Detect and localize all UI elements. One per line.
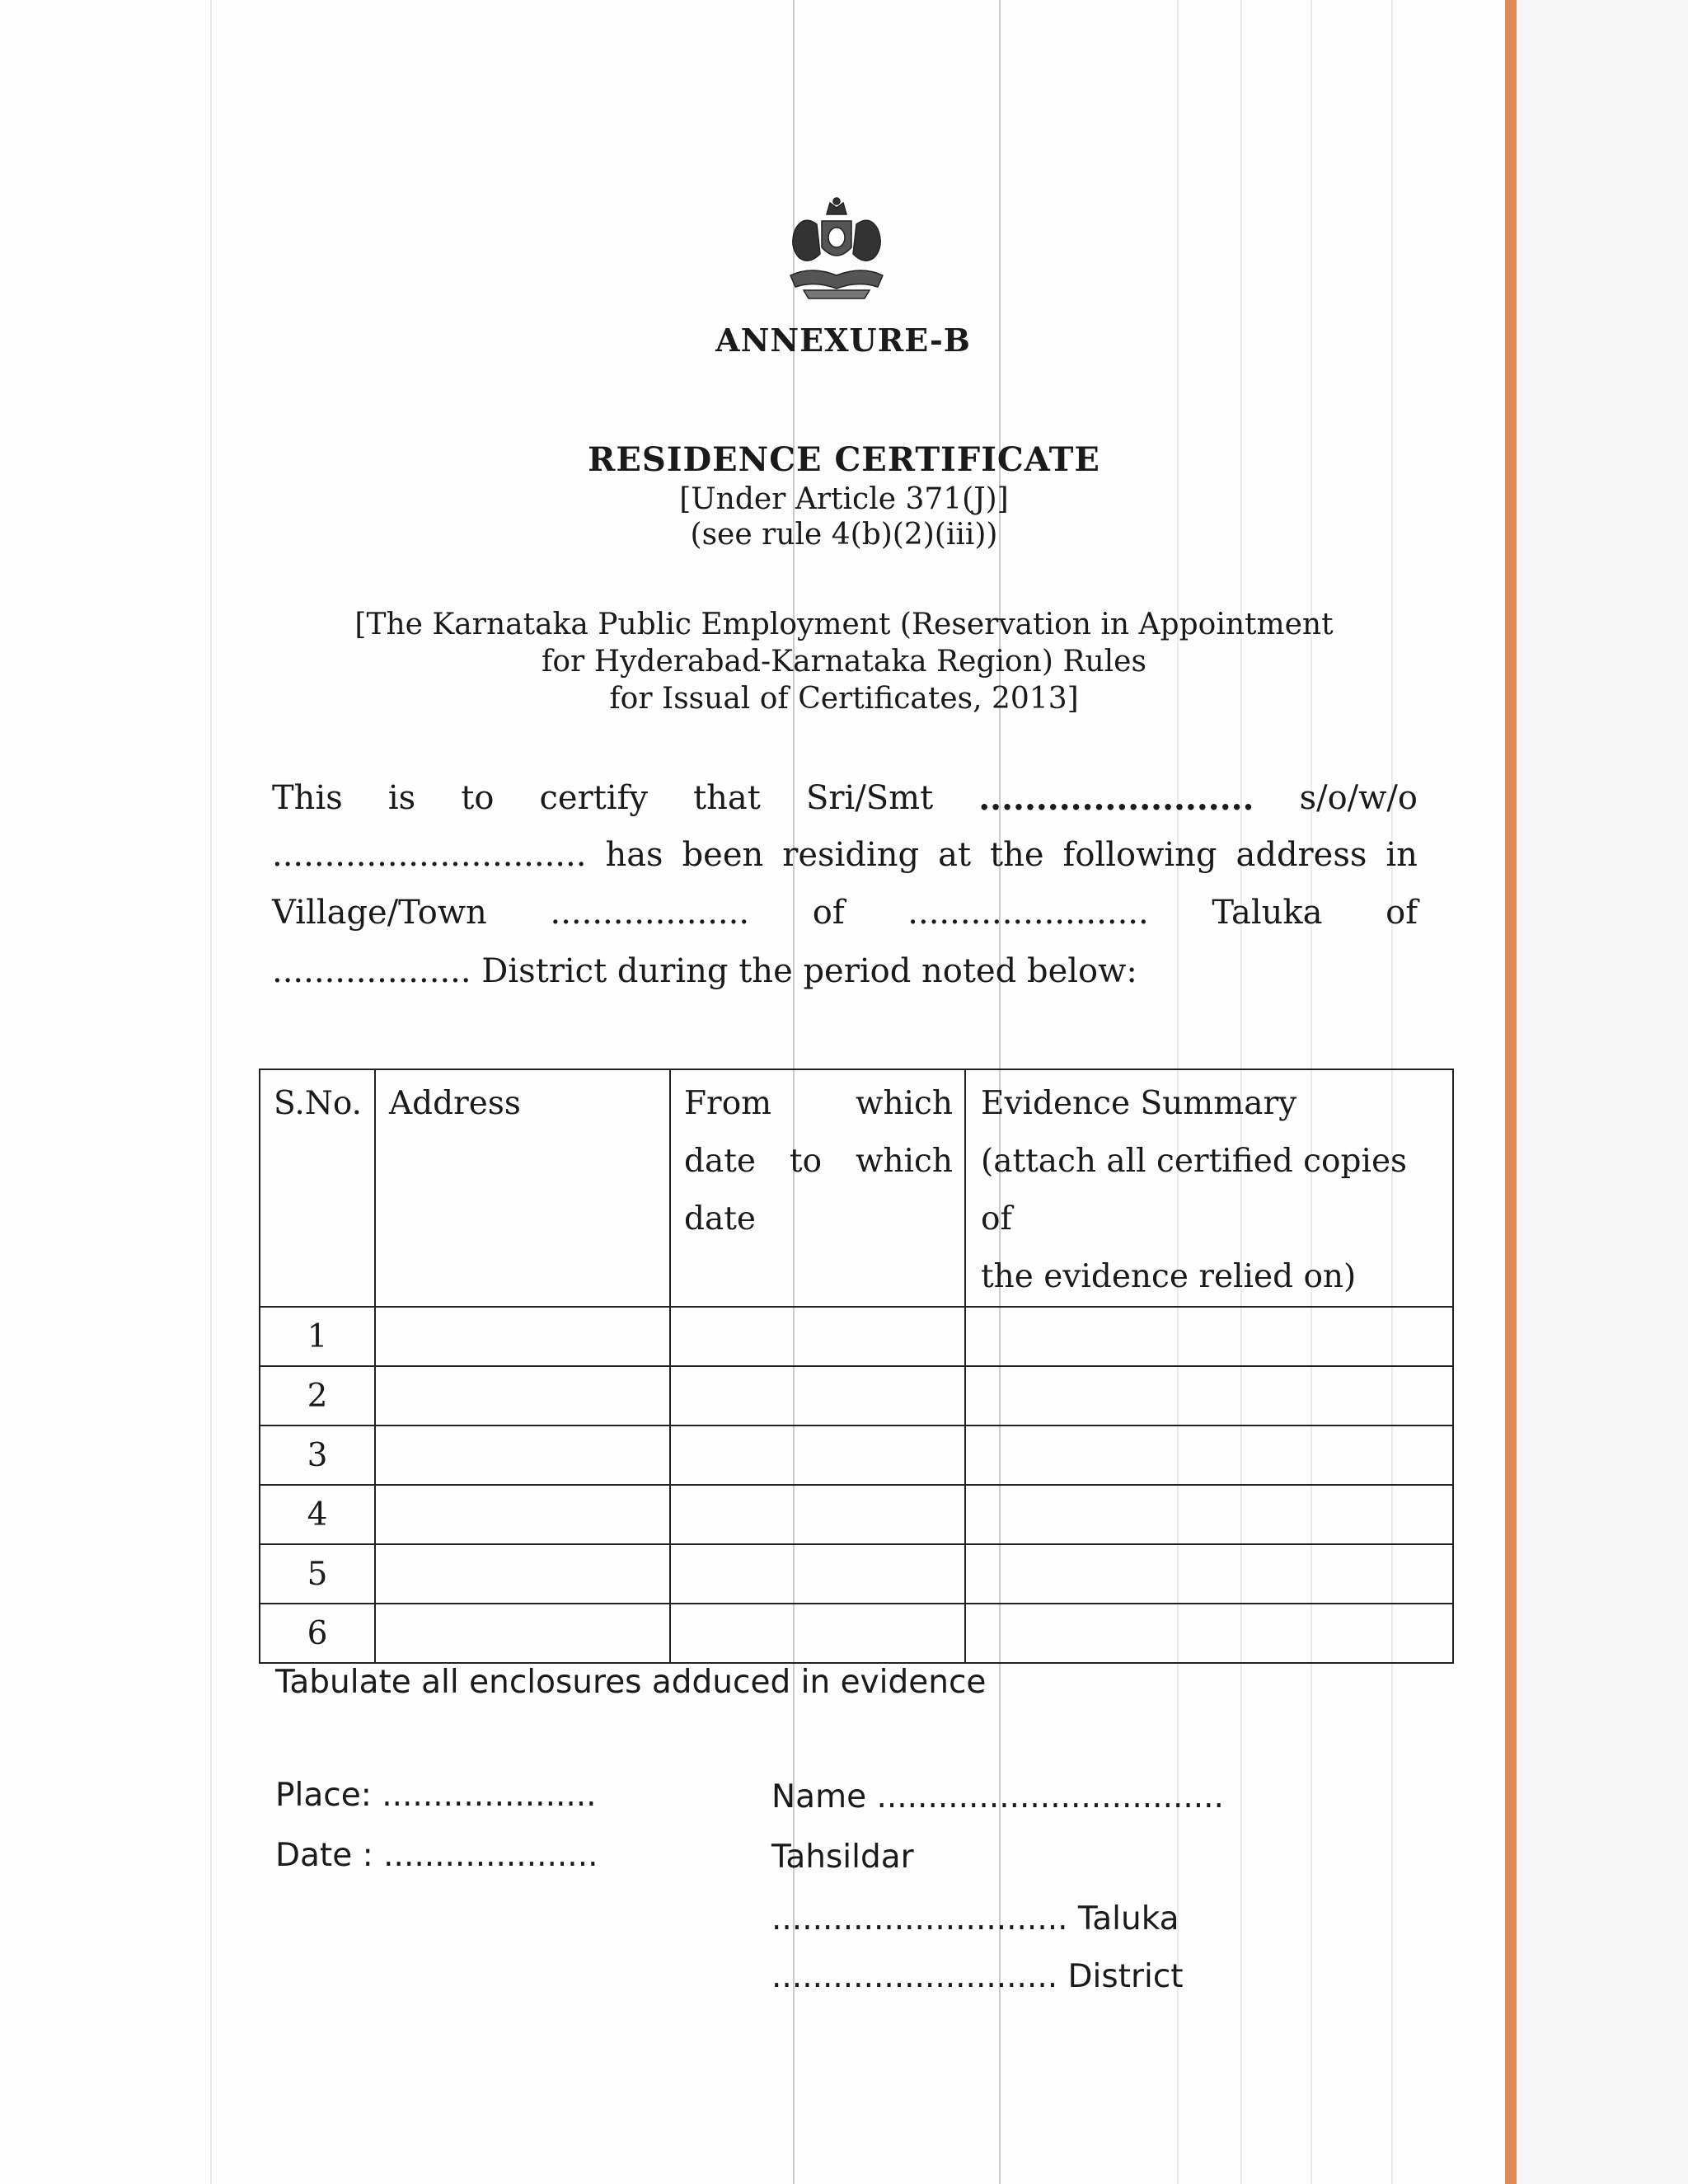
address-cell[interactable] bbox=[375, 1604, 670, 1663]
certificate-title: RESIDENCE CERTIFICATE bbox=[588, 440, 1100, 479]
row-number: 1 bbox=[260, 1307, 375, 1366]
village-blank[interactable]: ................... bbox=[550, 894, 750, 932]
evidence-cell[interactable] bbox=[965, 1485, 1453, 1544]
taluka-blank[interactable]: ....................... bbox=[907, 894, 1149, 932]
annexure-heading: ANNEXURE-B bbox=[715, 322, 971, 359]
certification-line-3: Village/Town ................... of ....................... Taluka of bbox=[272, 894, 1418, 932]
tahsildar-label: Tahsildar bbox=[771, 1839, 914, 1876]
date-field[interactable]: Date : ..................... bbox=[275, 1837, 598, 1874]
dates-cell[interactable] bbox=[670, 1366, 965, 1425]
dates-cell[interactable] bbox=[670, 1604, 965, 1663]
rules-reference-line: [The Karnataka Public Employment (Reservation in Appointment bbox=[354, 608, 1334, 641]
karnataka-emblem-icon bbox=[779, 196, 894, 302]
address-cell[interactable] bbox=[375, 1544, 670, 1604]
table-header-row bbox=[260, 1069, 1453, 1307]
address-cell[interactable] bbox=[375, 1425, 670, 1485]
certification-line-4: ................... District during the period noted below: bbox=[272, 952, 1137, 990]
row-number: 2 bbox=[260, 1366, 375, 1425]
taluka-field[interactable]: ............................. Taluka bbox=[771, 1900, 1179, 1937]
evidence-cell[interactable] bbox=[965, 1544, 1453, 1604]
evidence-cell[interactable] bbox=[965, 1366, 1453, 1425]
dates-cell[interactable] bbox=[670, 1544, 965, 1604]
evidence-cell[interactable] bbox=[965, 1604, 1453, 1663]
enclosures-note: Tabulate all enclosures adduced in evidence bbox=[275, 1664, 987, 1701]
name-blank[interactable]: ........................ bbox=[978, 779, 1254, 818]
row-number: 4 bbox=[260, 1485, 375, 1544]
place-field[interactable]: Place: ..................... bbox=[275, 1777, 597, 1814]
header-evidence: Evidence Summary (attach all certified copies of the evidence relied on) bbox=[965, 1069, 1453, 1307]
evidence-cell[interactable] bbox=[965, 1307, 1453, 1366]
row-number: 5 bbox=[260, 1544, 375, 1604]
address-cell[interactable] bbox=[375, 1307, 670, 1366]
name-field[interactable]: Name .................................. bbox=[771, 1778, 1224, 1815]
district-field[interactable]: ............................ District bbox=[771, 1958, 1184, 1995]
residence-table bbox=[259, 1069, 1454, 1664]
article-subtitle: [Under Article 371(J)] bbox=[679, 482, 1009, 516]
table-row bbox=[260, 1485, 1453, 1544]
header-dates: From which date to which date bbox=[670, 1069, 965, 1307]
dates-cell[interactable] bbox=[670, 1425, 965, 1485]
evidence-cell[interactable] bbox=[965, 1425, 1453, 1485]
rules-reference-line: for Issual of Certificates, 2013] bbox=[609, 682, 1079, 716]
table-row bbox=[260, 1544, 1453, 1604]
address-cell[interactable] bbox=[375, 1366, 670, 1425]
dates-cell[interactable] bbox=[670, 1485, 965, 1544]
table-row bbox=[260, 1604, 1453, 1663]
table-row bbox=[260, 1366, 1453, 1425]
dates-cell[interactable] bbox=[670, 1307, 965, 1366]
header-address: Address bbox=[375, 1069, 670, 1307]
table-row bbox=[260, 1307, 1453, 1366]
certification-line-2: .............................. has been residing at the following address in bbox=[272, 836, 1418, 874]
row-number: 6 bbox=[260, 1604, 375, 1663]
rules-reference-line: for Hyderabad-Karnataka Region) Rules bbox=[542, 645, 1146, 679]
row-number: 3 bbox=[260, 1425, 375, 1485]
rule-subtitle: (see rule 4(b)(2)(iii)) bbox=[690, 518, 998, 552]
header-sno: S.No. bbox=[260, 1069, 375, 1307]
address-cell[interactable] bbox=[375, 1485, 670, 1544]
relation-name-blank[interactable]: .............................. bbox=[272, 836, 587, 874]
certification-line-1: This is to certify that Sri/Smt ........................ s/o/w/o bbox=[272, 779, 1418, 818]
table-row bbox=[260, 1425, 1453, 1485]
